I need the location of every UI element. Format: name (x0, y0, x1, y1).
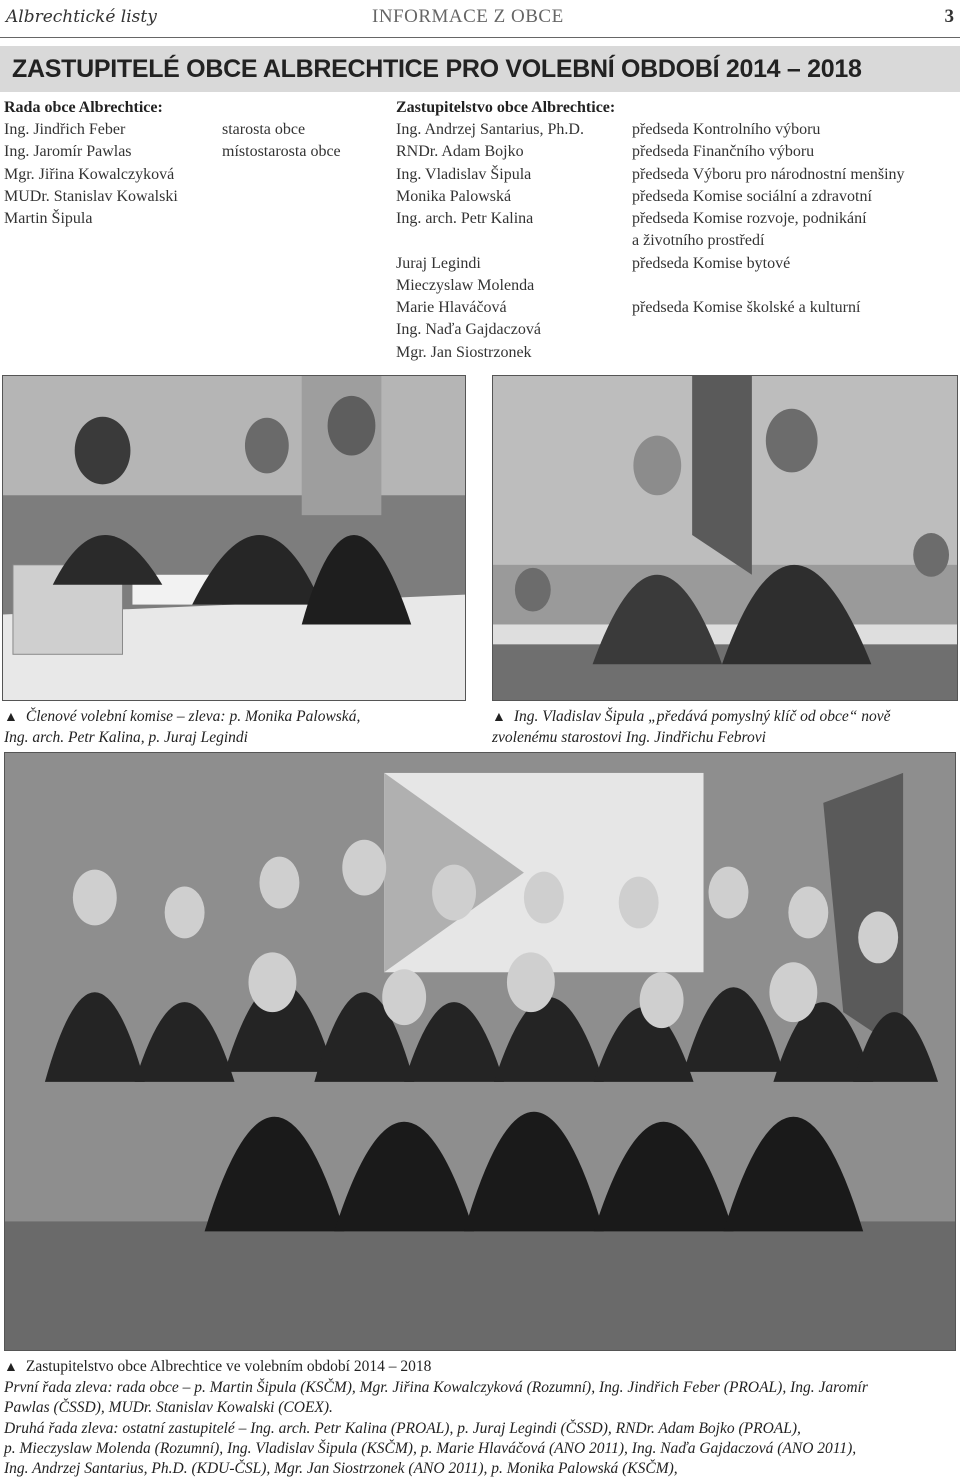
group-caption-line2: První řada zleva: rada obce – p. Martin Šipula (KSČM), Mgr. Jiřina Kowalczyková (Rozumní), Ing. Jindřich Feber (PROAL), Ing. Jaromír (4, 1379, 868, 1396)
photo-council-group (4, 752, 956, 1351)
zastupitel-name: Ing. arch. Petr Kalina (396, 210, 534, 227)
zastupitel-role: předseda Finančního výboru (632, 143, 815, 160)
zastupitelstvo-heading: Zastupitelstvo obce Albrechtice: (396, 99, 616, 116)
zastupitel-role: předseda Výboru pro národnostní menšiny (632, 166, 905, 183)
caption-election-committee (4, 707, 474, 748)
caption-triangle-icon: ▲ (492, 710, 506, 725)
rada-member-name: Ing. Jaromír Pawlas (4, 143, 132, 160)
photo-key-handover (492, 375, 958, 701)
group-caption-title (4, 1357, 956, 1378)
caption-right-line1: Ing. Vladislav Šipula „předává pomyslný klíč od obce“ nově (513, 708, 891, 725)
zastupitel-role: předseda Komise rozvoje, podnikání (632, 210, 867, 227)
zastupitel-name: RNDr. Adam Bojko (396, 143, 524, 160)
page-number: 3 (944, 6, 954, 27)
zastupitel-role: předseda Komise bytové (632, 255, 791, 272)
group-caption-line4: Druhá řada zleva: ostatní zastupitelé – Ing. arch. Petr Kalina (PROAL), p. Juraj Legindi (ČSSD), RNDr. Adam Bojko (PROAL), (4, 1420, 801, 1437)
caption-triangle-icon: ▲ (4, 710, 18, 725)
zastupitel-role: a životního prostředí (632, 232, 765, 249)
caption-triangle-icon: ▲ (4, 1360, 18, 1375)
zastupitel-name: Mieczyslaw Molenda (396, 277, 535, 294)
caption-left-line2: Ing. arch. Petr Kalina, p. Juraj Legindi (4, 729, 248, 746)
caption-left-line1: Členové volební komise – zleva: p. Monika Palowská, (25, 708, 361, 725)
zastupitel-name: Ing. Vladislav Šipula (396, 166, 532, 183)
zastupitel-name: Ing. Andrzej Santarius, Ph.D. (396, 121, 584, 138)
rada-heading: Rada obce Albrechtice: (4, 99, 163, 116)
section-title: INFORMACE Z OBCE (372, 6, 564, 27)
rada-member-name: Martin Šipula (4, 210, 93, 227)
zastupitel-name: Mgr. Jan Siostrzonek (396, 344, 532, 361)
group-caption-line6: Ing. Andrzej Santarius, Ph.D. (KDU-ČSL), Mgr. Jan Siostrzonek (ANO 2011), p. Monika Palowská (KSČM), (4, 1460, 678, 1477)
rada-member-role: místostarosta obce (222, 143, 341, 160)
zastupitel-name: Juraj Legindi (396, 255, 481, 272)
group-caption-line1: Zastupitelstvo obce Albrechtice ve volebním období 2014 – 2018 (25, 1358, 432, 1375)
title-bar (0, 46, 960, 92)
rada-member-name: MUDr. Stanislav Kowalski (4, 188, 178, 205)
photo-election-committee (2, 375, 466, 701)
zastupitel-name: Ing. Naďa Gajdaczová (396, 321, 541, 338)
group-caption-line3: Pawlas (ČSSD), MUDr. Stanislav Kowalski (COEX). (4, 1399, 333, 1416)
zastupitel-name: Marie Hlaváčová (396, 299, 507, 316)
page-header (0, 0, 960, 38)
zastupitel-role: předseda Komise sociální a zdravotní (632, 188, 872, 205)
rada-member-name: Mgr. Jiřina Kowalczyková (4, 166, 175, 183)
caption-key-handover (492, 707, 958, 748)
caption-right-line2: zvolenému starostovi Ing. Jindřichu Febrovi (492, 729, 766, 746)
rada-member-name: Ing. Jindřich Feber (4, 121, 126, 138)
group-caption-line5: p. Mieczyslaw Molenda (Rozumní), Ing. Vladislav Šipula (KSČM), p. Marie Hlaváčová (ANO 2011), Ing. Naďa Gajdaczová (ANO 2011), (4, 1440, 857, 1457)
rada-member-role: starosta obce (222, 121, 306, 138)
page-title: ZASTUPITELÉ OBCE ALBRECHTICE PRO VOLEBNÍ OBDOBÍ 2014 – 2018 (12, 55, 862, 83)
zastupitel-name: Monika Palowská (396, 188, 512, 205)
newsletter-name: Albrechtické listy (6, 7, 157, 27)
zastupitel-role: předseda Kontrolního výboru (632, 121, 821, 138)
zastupitel-role: předseda Komise školské a kulturní (632, 299, 861, 316)
